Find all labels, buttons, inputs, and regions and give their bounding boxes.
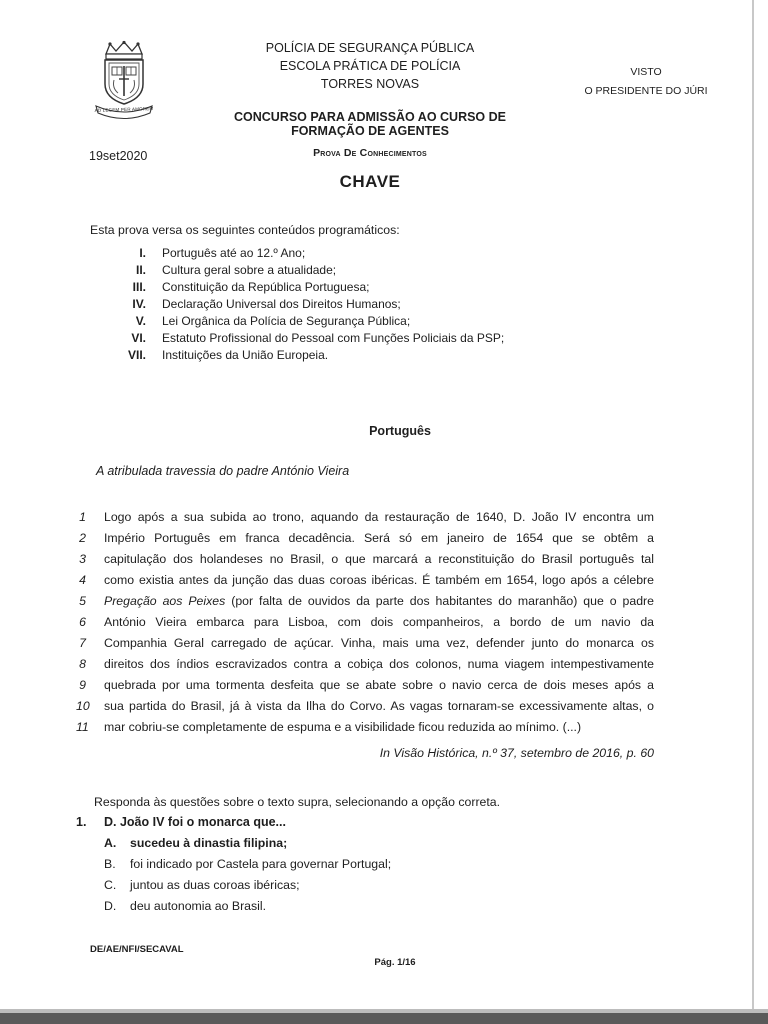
text-line xyxy=(76,720,676,741)
line-text: António Vieira embarca para Lisboa, com dois companheiros, a bordo de um navio da xyxy=(104,615,654,629)
option-letter: B. xyxy=(104,857,116,871)
syllabus-item-text: Instituições da União Europeia. xyxy=(162,348,329,362)
syllabus-item xyxy=(100,348,660,366)
line-text: Pregação aos Peixes (por falta de ouvidos da parte dos habitantes do maranhão) que o padre xyxy=(104,594,654,608)
line-text: sua partida do Brasil, já à vista da Ilha do Corvo. As vagas tornaram-se excessivamente altas, o xyxy=(104,699,654,713)
syllabus-item-text: Estatuto Profissional do Pessoal com Funções Policiais da PSP; xyxy=(162,331,505,345)
text-line xyxy=(76,531,676,552)
text-line xyxy=(76,657,676,678)
line-text: Logo após a sua subida ao trono, aquando da restauração de 1640, D. João IV encontra um xyxy=(104,510,654,524)
option-text: deu autonomia ao Brasil. xyxy=(130,899,267,913)
line-text: direitos dos índios escravizados contra a cobiça dos colonos, numa viagem intempestivamente xyxy=(104,657,654,671)
line-number: 5 xyxy=(79,594,86,608)
line-text: capitulação dos holandeses no Brasil, o que marcará a reconstituição do Brasil português tal xyxy=(104,552,654,566)
section-title: Português xyxy=(369,424,431,438)
answer-key-title: CHAVE xyxy=(339,172,401,191)
syllabus-item-text: Lei Orgânica da Polícia de Segurança Pública; xyxy=(162,314,411,328)
line-text: Companhia Geral carregado de açúcar. Vinha, mais uma vez, defender junto do monarca os xyxy=(104,636,654,650)
text-title: A atribulada travessia do padre António Vieira xyxy=(96,464,350,478)
header-institution: POLÍCIA DE SEGURANÇA PÚBLICA xyxy=(265,41,475,55)
line-number: 1 xyxy=(79,510,86,524)
header-school: ESCOLA PRÁTICA DE POLÍCIA xyxy=(279,59,461,73)
syllabus-item xyxy=(100,331,660,349)
exam-title-line1: CONCURSO PARA ADMISSÃO AO CURSO DE xyxy=(233,110,506,124)
text-source: In Visão Histórica, n.º 37, setembro de 2016, p. 60 xyxy=(379,746,654,760)
syllabus-item-number: VII. xyxy=(127,348,146,362)
question-text: D. João IV foi o monarca que... xyxy=(104,815,286,829)
line-number: 7 xyxy=(79,636,86,650)
jury-president-label: O PRESIDENTE DO JÚRI xyxy=(584,85,708,97)
syllabus-item-text: Cultura geral sobre a atualidade; xyxy=(162,263,337,277)
option-text-correct: sucedeu à dinastia filipina; xyxy=(130,836,288,850)
line-number: 2 xyxy=(79,531,86,545)
line-number: 9 xyxy=(79,678,86,692)
scan-edge-right xyxy=(752,0,754,1024)
line-number: 6 xyxy=(79,615,86,629)
text-line xyxy=(76,594,676,615)
option-text: juntou as duas coroas ibéricas; xyxy=(130,878,300,892)
syllabus-item-text: Constituição da República Portuguesa; xyxy=(162,280,370,294)
header-location: TORRES NOVAS xyxy=(320,77,420,91)
line-number: 3 xyxy=(79,552,86,566)
line-text: mar cobriu-se completamente de espuma e a visibilidade ficou reduzida ao mínimo. (...) xyxy=(104,720,582,734)
footer-code: DE/AE/NFI/SECAVAL xyxy=(90,944,184,955)
syllabus-item-number: I. xyxy=(139,246,146,260)
text-line xyxy=(76,510,676,531)
text-line xyxy=(76,615,676,636)
line-text: quebrada por uma tormenta desfeita que se abate sobre o navio cerca de dois meses após a xyxy=(104,678,654,692)
syllabus-item-number: III. xyxy=(132,280,146,294)
text-line xyxy=(76,678,676,699)
syllabus-item xyxy=(100,263,660,281)
syllabus-item-text: Português até ao 12.º Ano; xyxy=(162,246,306,260)
syllabus-item xyxy=(100,314,660,332)
scan-edge-bottom xyxy=(0,1013,768,1024)
line-text: Império Português em franca decadência. Será só em janeiro de 1654 que se obtêm a xyxy=(104,531,654,545)
syllabus-item-text: Declaração Universal dos Direitos Humanos; xyxy=(162,297,401,311)
text-line xyxy=(76,552,676,573)
page-number: Pág. 1/16 xyxy=(374,957,416,968)
line-text: como existia antes da junção das duas coroas ibéricas. É também em 1654, logo após a célebre xyxy=(104,573,654,587)
syllabus-item-number: IV. xyxy=(132,297,146,311)
syllabus-item xyxy=(100,246,660,264)
syllabus-item xyxy=(100,297,660,315)
syllabus-item-number: II. xyxy=(135,263,146,277)
text-line xyxy=(76,573,676,594)
line-number: 4 xyxy=(79,573,86,587)
line-number: 10 xyxy=(76,699,90,713)
exam-date: 19set2020 xyxy=(89,149,148,163)
syllabus-item-number: V. xyxy=(135,314,146,328)
exam-subtitle: Prova De Conhecimentos xyxy=(313,147,427,159)
syllabus-intro: Esta prova versa os seguintes conteúdos programáticos: xyxy=(90,223,400,237)
line-number: 11 xyxy=(76,720,89,734)
option-text: foi indicado por Castela para governar Portugal; xyxy=(130,857,392,871)
option-letter: A. xyxy=(104,836,117,850)
line-number: 8 xyxy=(79,657,86,671)
option-letter: C. xyxy=(104,878,117,892)
text-line xyxy=(76,636,676,657)
visto-label: VISTO xyxy=(630,66,662,78)
text-line xyxy=(76,699,676,720)
exam-title-line2: FORMAÇÃO DE AGENTES xyxy=(291,124,449,138)
crest-motto: AD LEGEM PER AMOREM xyxy=(94,105,154,114)
question-number: 1. xyxy=(76,815,87,829)
syllabus-item-number: VI. xyxy=(131,331,146,345)
syllabus-item xyxy=(100,280,660,298)
questions-instruction: Responda às questões sobre o texto supra, selecionando a opção correta. xyxy=(94,795,501,809)
option-letter: D. xyxy=(104,899,117,913)
